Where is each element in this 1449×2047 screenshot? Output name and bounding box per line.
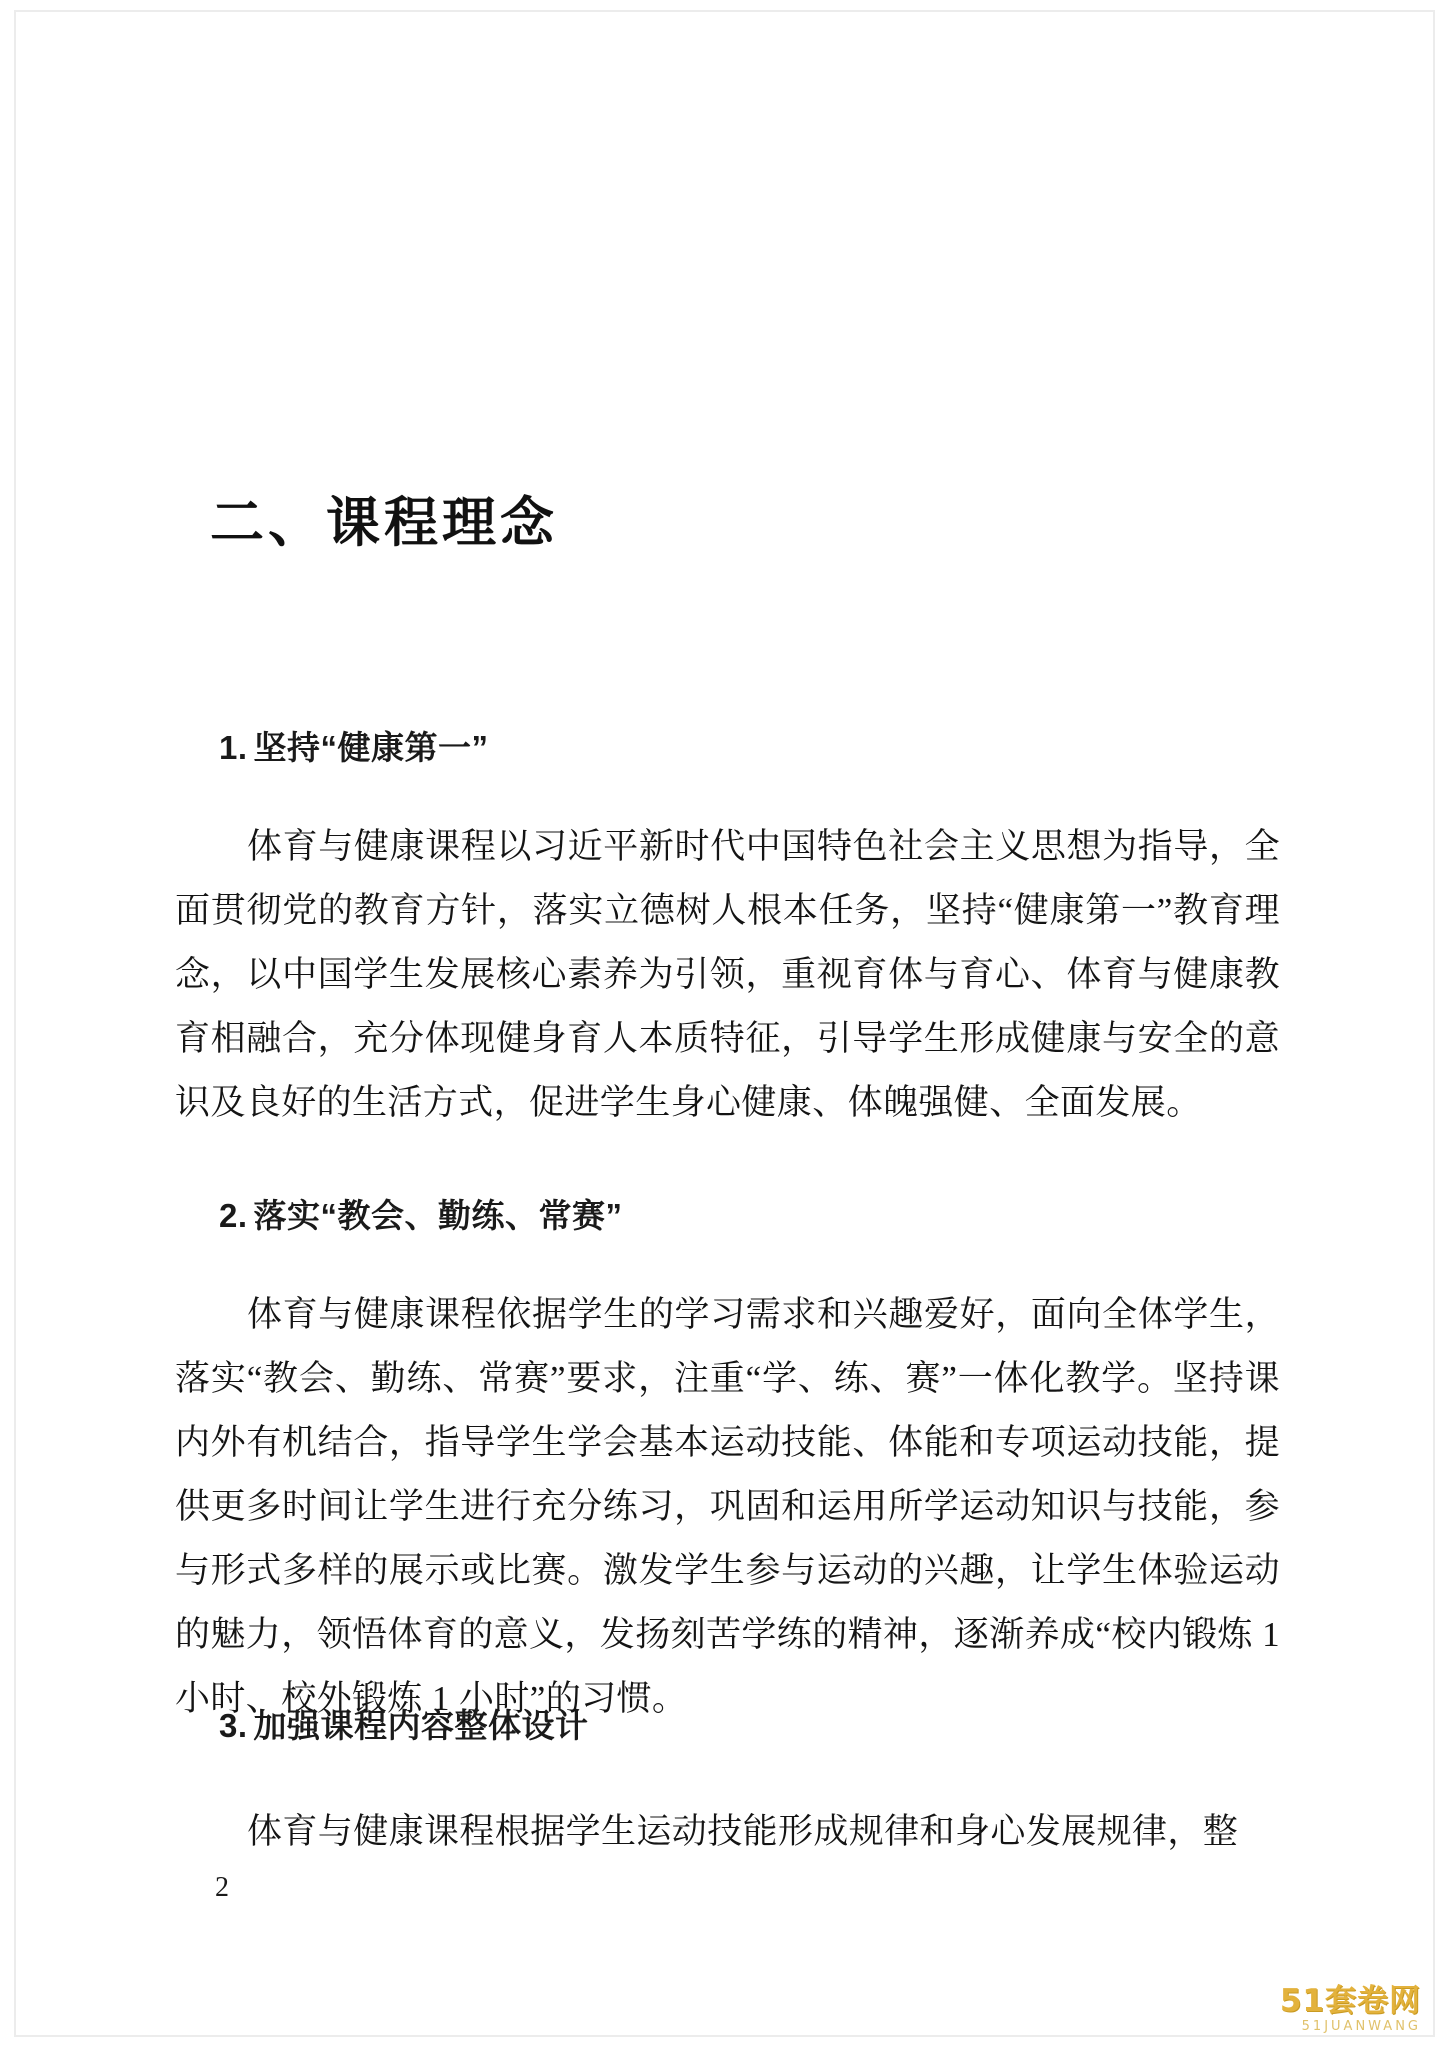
section-heading-1 [219, 727, 489, 768]
section-paragraph-3: 体育与健康课程根据学生运动技能形成规律和身心发展规律，整 [247, 1812, 1239, 1851]
section-heading-label-1: 坚持“健康第一” [253, 729, 489, 767]
section-number-2: 2. [219, 1197, 248, 1235]
page-title: 二、课程理念 [210, 493, 558, 554]
section-heading-3 [219, 1705, 589, 1746]
watermark-main-text: 51套卷网 [1279, 1983, 1421, 2019]
section-paragraph-2: 体育与健康课程依据学生的学习需求和兴趣爱好，面向全体学生，落实“教会、勤练、常赛”要求，注重“学、练、赛”一体化教学。坚持课内外有机结合，指导学生学会基本运动技能、体能和专项运动技能，提供更多时间让学生进行充分练习，巩固和运用所学运动知识与技能，参与形式多样的展示或比赛。激发学生参与运动的兴趣，让学生体验运动的魅力，领悟体育的意义，发扬刻苦学练的精神，逐渐养成“校内锻炼 1 小时、校外锻炼 1 小时”的习惯。 [175, 1295, 1280, 1718]
page-number: 2 [215, 1872, 229, 1903]
section-heading-label-3: 加强课程内容整体设计 [253, 1707, 589, 1745]
section-heading-2 [219, 1195, 623, 1236]
section-heading-label-2: 落实“教会、勤练、常赛” [253, 1197, 623, 1235]
section-number-1: 1. [219, 729, 248, 767]
watermark-sub-text: 51JUANWANG [1301, 2019, 1421, 2034]
page-content [175, 0, 1280, 2047]
watermark [1279, 1983, 1421, 2034]
section-number-3: 3. [219, 1707, 248, 1745]
section-paragraph-1: 体育与健康课程以习近平新时代中国特色社会主义思想为指导，全面贯彻党的教育方针，落实立德树人根本任务，坚持“健康第一”教育理念，以中国学生发展核心素养为引领，重视育体与育心、体育与健康教育相融合，充分体现健身育人本质特征，引导学生形成健康与安全的意识及良好的生活方式，促进学生身心健康、体魄强健、全面发展。 [175, 827, 1280, 1122]
